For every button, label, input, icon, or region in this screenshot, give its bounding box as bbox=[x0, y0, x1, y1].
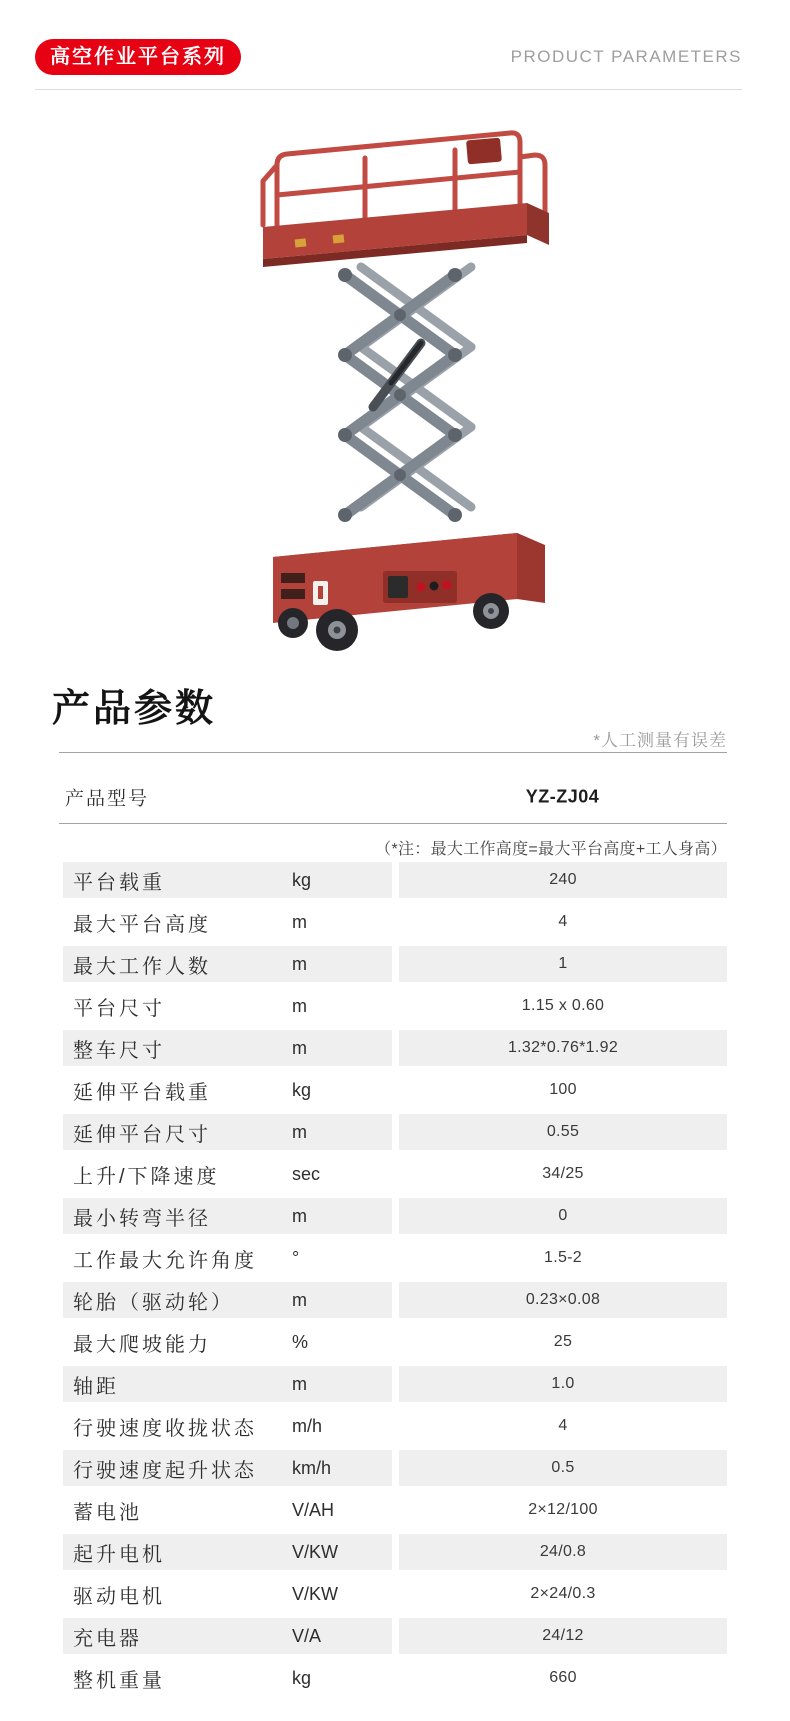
spec-value: 1.5-2 bbox=[544, 1249, 582, 1266]
spec-unit: % bbox=[292, 1331, 309, 1352]
spec-unit: m bbox=[292, 1289, 307, 1310]
spec-left-cell bbox=[63, 1618, 392, 1654]
spec-label: 平台尺寸 bbox=[73, 997, 165, 1020]
model-divider bbox=[59, 823, 727, 824]
spec-value-cell bbox=[399, 1534, 727, 1570]
spec-value: 1.15 x 0.60 bbox=[521, 997, 605, 1014]
table-row bbox=[63, 1366, 727, 1402]
spec-label: 最大工作人数 bbox=[73, 955, 211, 978]
table-row bbox=[63, 988, 727, 1024]
spec-value: 660 bbox=[549, 1669, 577, 1686]
spec-value: 24/12 bbox=[542, 1627, 584, 1644]
spec-left-cell bbox=[63, 1450, 392, 1486]
spec-label: 轴距 bbox=[73, 1375, 119, 1398]
spec-unit: km/h bbox=[292, 1457, 332, 1478]
table-row bbox=[63, 1282, 727, 1318]
spec-unit: m bbox=[292, 1037, 307, 1058]
spec-value-cell bbox=[399, 1366, 727, 1402]
spec-label: 延伸平台载重 bbox=[73, 1081, 211, 1104]
spec-value-cell bbox=[399, 1198, 727, 1234]
spec-left-cell bbox=[63, 1660, 392, 1696]
spec-value: 24/0.8 bbox=[539, 1543, 587, 1560]
spec-value: 2×12/100 bbox=[528, 1501, 598, 1518]
spec-value: 0.55 bbox=[546, 1123, 580, 1140]
spec-unit: V/KW bbox=[292, 1541, 339, 1562]
spec-unit: sec bbox=[292, 1163, 321, 1184]
spec-value: 0.23×0.08 bbox=[525, 1291, 601, 1308]
spec-left-cell bbox=[63, 1072, 392, 1108]
spec-value: 1 bbox=[558, 955, 568, 972]
spec-value: 240 bbox=[549, 871, 577, 888]
spec-value-cell bbox=[399, 1576, 727, 1612]
table-row bbox=[63, 1534, 727, 1570]
spec-label: 行驶速度收拢状态 bbox=[73, 1417, 257, 1440]
table-row bbox=[63, 1576, 727, 1612]
spec-value-cell bbox=[399, 1618, 727, 1654]
spec-value-cell bbox=[399, 1282, 727, 1318]
table-row bbox=[63, 1030, 727, 1066]
spec-value-cell bbox=[399, 1660, 727, 1696]
spec-label: 上升/下降速度 bbox=[73, 1165, 220, 1188]
spec-unit: ° bbox=[292, 1247, 300, 1268]
product-image bbox=[215, 105, 575, 653]
table-row bbox=[63, 1618, 727, 1654]
spec-left-cell bbox=[63, 904, 392, 940]
table-row bbox=[63, 1072, 727, 1108]
spec-unit: V/A bbox=[292, 1625, 322, 1646]
spec-unit: m bbox=[292, 1121, 307, 1142]
table-row bbox=[63, 1156, 727, 1192]
section-divider bbox=[59, 752, 727, 753]
spec-left-cell bbox=[63, 1198, 392, 1234]
spec-value-cell bbox=[399, 946, 727, 982]
spec-value-cell bbox=[399, 1114, 727, 1150]
scissor-lift-illustration bbox=[215, 105, 575, 653]
spec-value-cell bbox=[399, 1492, 727, 1528]
spec-label: 充电器 bbox=[73, 1627, 142, 1650]
table-row bbox=[63, 946, 727, 982]
header-english-label: PRODUCT PARAMETERS bbox=[510, 47, 742, 66]
spec-value: 2×24/0.3 bbox=[530, 1585, 596, 1602]
spec-left-cell bbox=[63, 1240, 392, 1276]
section-title: 产品参数 bbox=[52, 688, 217, 730]
spec-value-cell bbox=[399, 988, 727, 1024]
spec-value-cell bbox=[399, 862, 727, 898]
spec-value-cell bbox=[399, 1240, 727, 1276]
table-row bbox=[63, 862, 727, 898]
spec-value: 0.5 bbox=[551, 1459, 575, 1476]
spec-label: 工作最大允许角度 bbox=[73, 1249, 257, 1272]
spec-label: 轮胎（驱动轮） bbox=[73, 1291, 234, 1314]
spec-value: 25 bbox=[553, 1333, 573, 1350]
table-row bbox=[63, 1114, 727, 1150]
spec-unit: kg bbox=[292, 869, 312, 890]
spec-label: 平台载重 bbox=[73, 871, 165, 894]
model-label: 产品型号 bbox=[65, 788, 150, 809]
spec-label: 驱动电机 bbox=[73, 1585, 165, 1608]
spec-value-cell bbox=[399, 1450, 727, 1486]
spec-left-cell bbox=[63, 1534, 392, 1570]
platform-control-box bbox=[466, 138, 502, 165]
table-row bbox=[63, 1408, 727, 1444]
spec-value: 4 bbox=[558, 913, 568, 930]
spec-value-cell bbox=[399, 904, 727, 940]
spec-left-cell bbox=[63, 1366, 392, 1402]
spec-left-cell bbox=[63, 1408, 392, 1444]
spec-left-cell bbox=[63, 1030, 392, 1066]
spec-unit: V/AH bbox=[292, 1499, 335, 1520]
table-row bbox=[63, 904, 727, 940]
page-header bbox=[35, 38, 742, 76]
spec-value-cell bbox=[399, 1030, 727, 1066]
spec-value: 34/25 bbox=[542, 1165, 584, 1182]
spec-unit: m bbox=[292, 911, 307, 932]
spec-label: 蓄电池 bbox=[73, 1501, 142, 1524]
spec-left-cell bbox=[63, 1114, 392, 1150]
spec-value: 1.32*0.76*1.92 bbox=[507, 1039, 619, 1056]
table-note: （*注：最大工作高度=最大平台高度+工人身高） bbox=[375, 841, 727, 858]
spec-value: 4 bbox=[558, 1417, 568, 1434]
spec-left-cell bbox=[63, 946, 392, 982]
spec-unit: m bbox=[292, 995, 307, 1016]
model-row bbox=[59, 770, 727, 823]
measurement-note: *人工测量有误差 bbox=[593, 731, 727, 750]
spec-left-cell bbox=[63, 1282, 392, 1318]
spec-value-cell bbox=[399, 1408, 727, 1444]
spec-left-cell bbox=[63, 1492, 392, 1528]
spec-value: 100 bbox=[549, 1081, 577, 1098]
series-badge: 高空作业平台系列 bbox=[35, 39, 241, 75]
spec-value: 1.0 bbox=[551, 1375, 575, 1392]
spec-unit: kg bbox=[292, 1667, 312, 1688]
spec-label: 最小转弯半径 bbox=[73, 1207, 211, 1230]
spec-unit: m bbox=[292, 953, 307, 974]
spec-left-cell bbox=[63, 1576, 392, 1612]
spec-label: 整机重量 bbox=[73, 1669, 165, 1692]
spec-label: 最大平台高度 bbox=[73, 913, 211, 936]
spec-label: 延伸平台尺寸 bbox=[73, 1123, 211, 1146]
table-row bbox=[63, 1324, 727, 1360]
table-row bbox=[63, 1660, 727, 1696]
table-row bbox=[63, 1492, 727, 1528]
spec-left-cell bbox=[63, 862, 392, 898]
spec-value-cell bbox=[399, 1324, 727, 1360]
table-row bbox=[63, 1240, 727, 1276]
spec-left-cell bbox=[63, 988, 392, 1024]
spec-left-cell bbox=[63, 1156, 392, 1192]
spec-label: 行驶速度起升状态 bbox=[73, 1459, 257, 1482]
spec-unit: m/h bbox=[292, 1415, 323, 1436]
spec-table bbox=[63, 862, 727, 1702]
model-value: YZ-ZJ04 bbox=[525, 786, 600, 806]
spec-label: 最大爬坡能力 bbox=[73, 1333, 211, 1356]
spec-unit: V/KW bbox=[292, 1583, 339, 1604]
table-row bbox=[63, 1450, 727, 1486]
spec-unit: kg bbox=[292, 1079, 312, 1100]
header-divider bbox=[35, 89, 742, 90]
spec-unit: m bbox=[292, 1373, 307, 1394]
spec-left-cell bbox=[63, 1324, 392, 1360]
spec-label: 整车尺寸 bbox=[73, 1039, 165, 1062]
spec-value: 0 bbox=[558, 1207, 568, 1224]
table-row bbox=[63, 1198, 727, 1234]
spec-value-cell bbox=[399, 1072, 727, 1108]
spec-unit: m bbox=[292, 1205, 307, 1226]
spec-value-cell bbox=[399, 1156, 727, 1192]
spec-label: 起升电机 bbox=[73, 1543, 165, 1566]
